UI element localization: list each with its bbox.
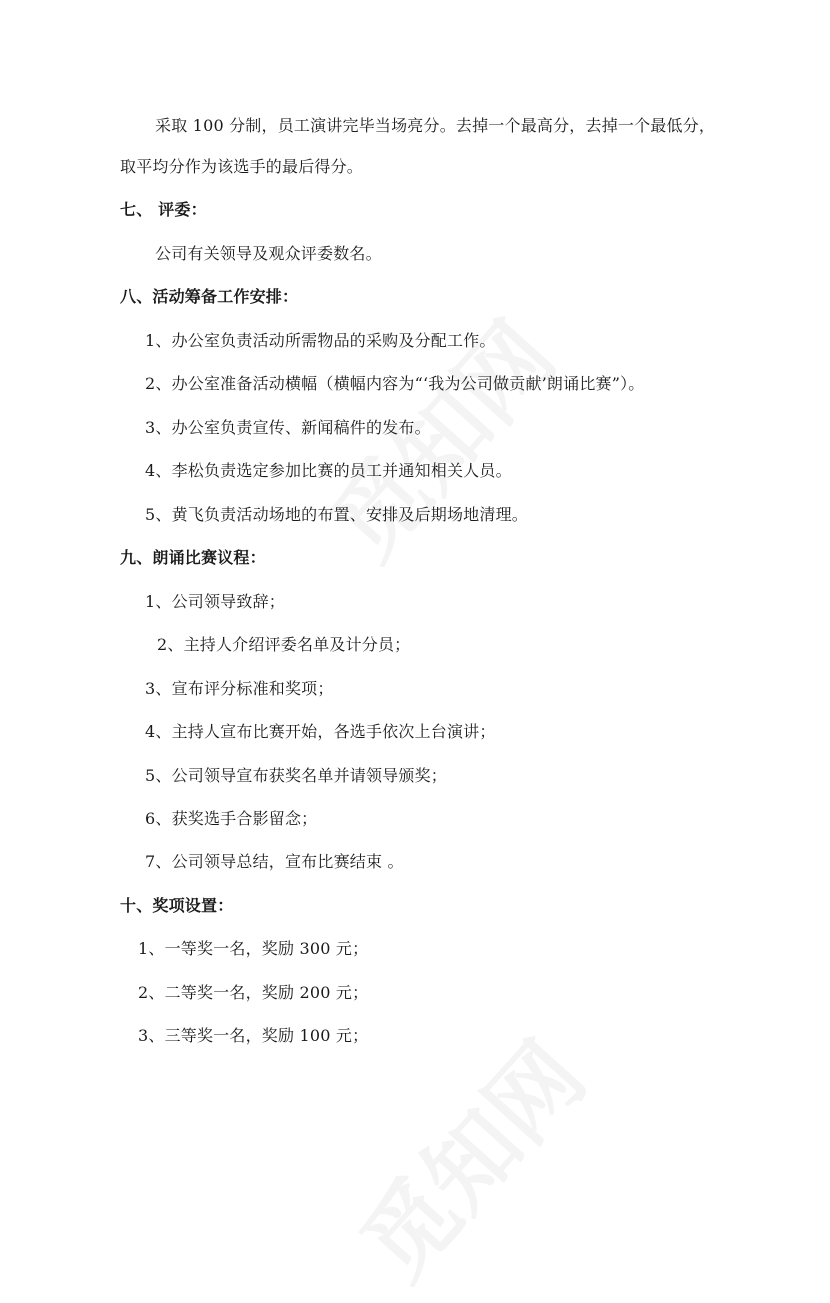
judges-text: 公司有关领导及观众评委数名。 [155,244,382,263]
preparation-item: 3、办公室负责宣传、新闻稿件的发布。 [145,418,431,437]
award-item: 3、三等奖一名，奖励 100 元； [138,1026,369,1045]
agenda-item: 5、公司领导宣布获奖名单并请领导颁奖； [145,766,447,785]
scoring-line-1: 采取 100 分制，员工演讲完毕当场亮分。去掉一个最高分，去掉一个最低分， [155,116,716,135]
agenda-item: 6、获奖选手合影留念； [145,809,318,828]
preparation-item: 5、黄飞负责活动场地的布置、安排及后期场地清理。 [145,505,528,524]
preparation-item: 4、李松负责选定参加比赛的员工并通知相关人员。 [145,461,512,480]
agenda-item: 4、主持人宣布比赛开始，各选手依次上台演讲； [145,722,496,741]
preparation-heading: 八、活动筹备工作安排： [120,287,299,306]
awards-heading: 十、奖项设置： [120,896,234,915]
award-item: 2、二等奖一名，奖励 200 元； [138,983,369,1002]
agenda-item: 2、主持人介绍评委名单及计分员； [157,635,411,654]
agenda-item: 1、公司领导致辞； [145,592,285,611]
preparation-item: 1、办公室负责活动所需物品的采购及分配工作。 [145,331,496,350]
judges-heading: 七、 评委： [120,200,207,219]
watermark [327,1009,610,1302]
agenda-item: 3、宣布评分标准和奖项； [145,679,334,698]
scoring-line-2: 取平均分作为该选手的最后得分。 [120,157,364,176]
award-item: 1、一等奖一名，奖励 300 元； [138,939,369,958]
agenda-heading: 九、朗诵比赛议程： [120,548,266,567]
preparation-item: 2、办公室准备活动横幅（横幅内容为“‘我为公司做贡献’朗诵比赛”）。 [145,374,645,393]
agenda-item: 7、公司领导总结，宣布比赛结束 。 [145,852,404,871]
